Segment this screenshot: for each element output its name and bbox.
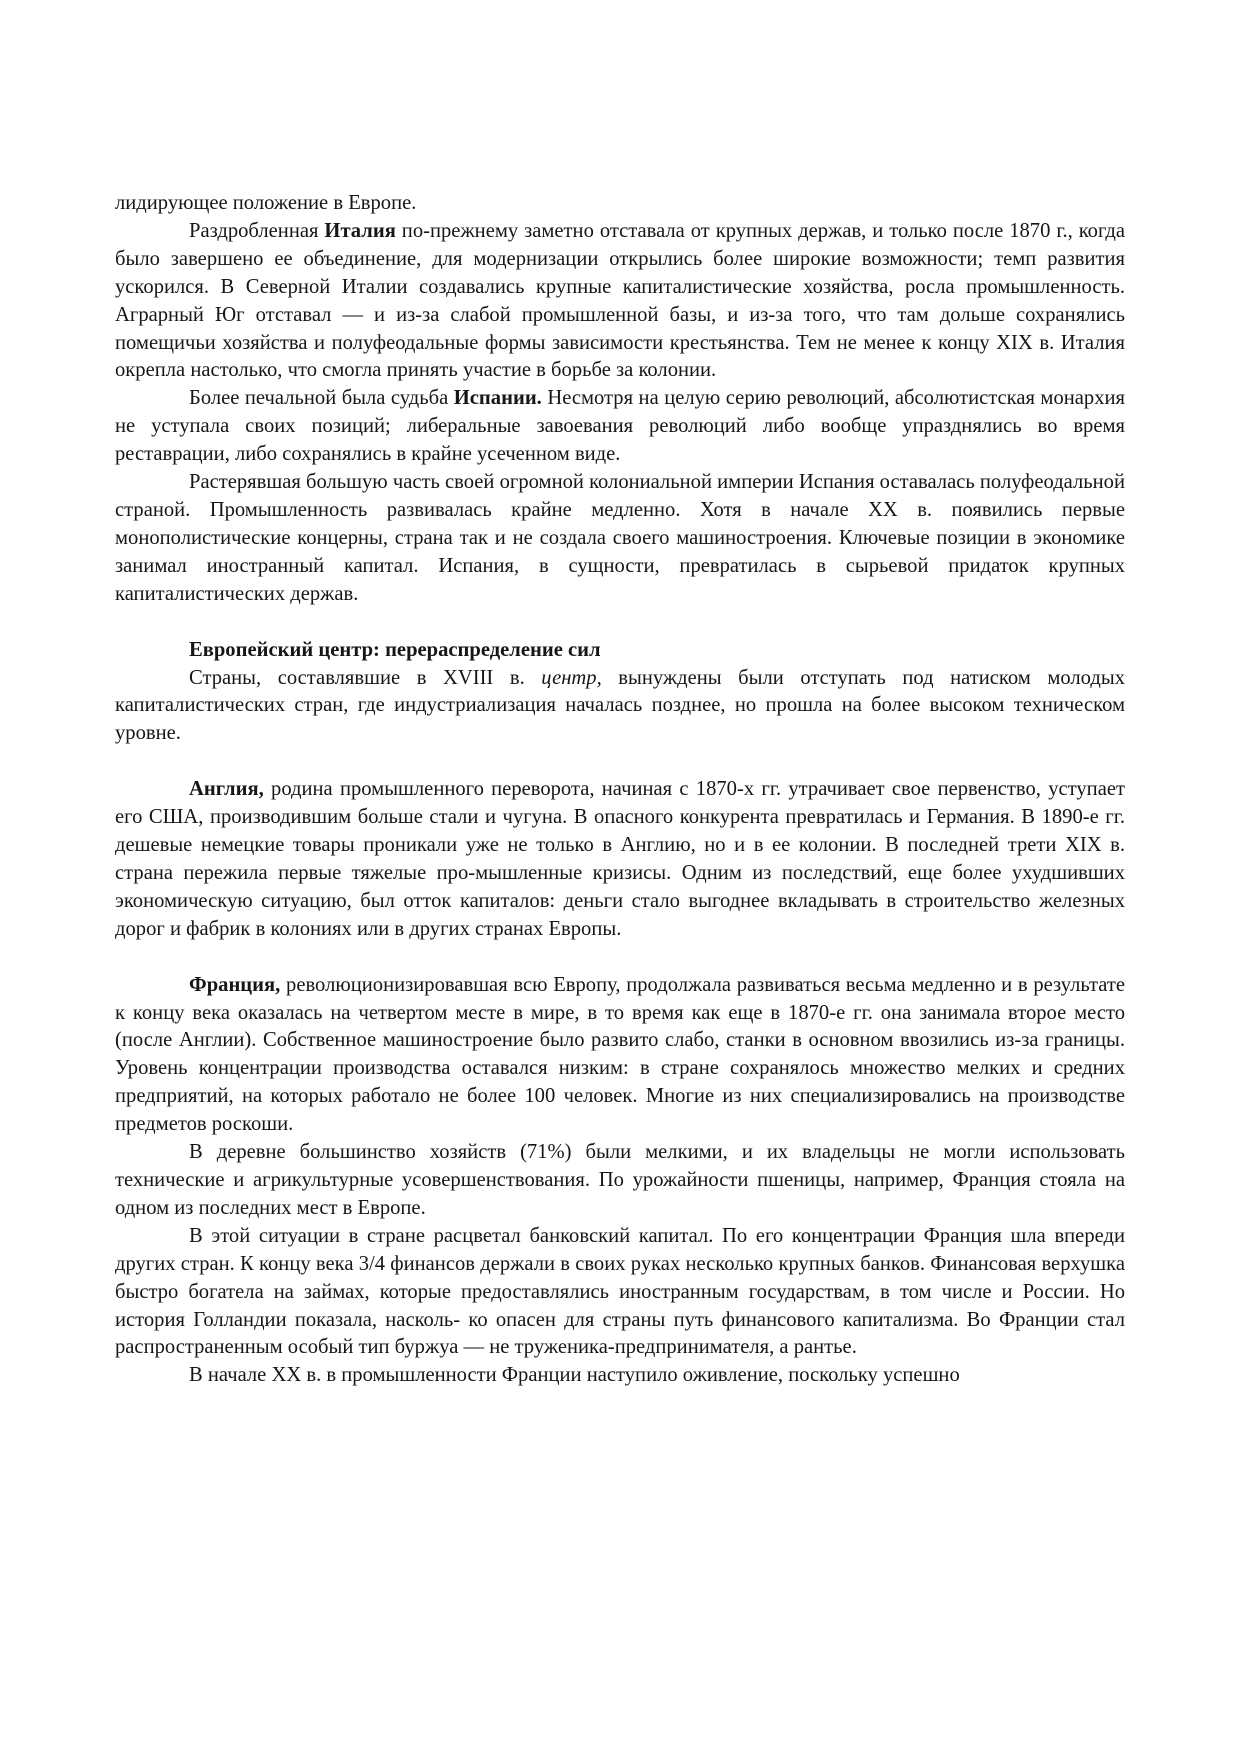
section-heading: Европейский центр: перераспределение сил <box>189 638 601 661</box>
paragraph-center-intro: Страны, составлявшие в XVIII в. центр, вынуждены были отступать под натиском молодых капиталистических стран, где индустриализация началась позднее, но прошла на более высоком техническом уровне. <box>115 666 1125 745</box>
document-page <box>115 190 1125 1390</box>
paragraph-france: Франция, революционизировавшая всю Европу, продолжала развиваться весьма медленно и в результате к концу века оказалась на четвертом месте в мире, в то время как еще в 1870-е гг. она занимала второе место (после Англии). Собственное машиностроение было развито слабо, станки в основном ввозились из-за границы. Уровень концентрации производства оставался низким: в стране сохранялось множество мелких и средних предприятий, на которых работало не более 100 человек. Многие из них специализировались на производстве предметов роскоши. <box>115 973 1125 1136</box>
paragraph-europe-lead: лидирующее положение в Европе. <box>115 192 417 214</box>
england-term: Англия, <box>189 778 264 801</box>
center-term: центр, <box>541 666 602 689</box>
italy-term: Италия <box>324 219 396 242</box>
france-term: Франция, <box>189 973 281 996</box>
paragraph-italy: Раздробленная Италия по-прежнему заметно отставала от крупных держав, и только после 1870 г., когда было завершено ее объединение, для модернизации открылись более широкие возможности; темп развития ускорился. В Северной Италии создавались крупные капиталистические хозяйства, росла промышленность. Аграрный Юг отставал — и из-за слабой промышленной базы, и из-за того, что там дольше сохранялись помещичьи хозяйства и полуфеодальные формы зависимости крестьянства. Тем не менее к концу XIX в. Италия окрепла настолько, что смогла принять участие в борьбе за колонии. <box>115 219 1125 382</box>
paragraph-england: Англия, родина промышленного переворота, начиная с 1870-х гг. утрачивает свое первенство, уступает его США, производившим больше стали и чугуна. В опасного конкурента превратилась и Германия. В 1890-е гг. дешевые немецкие товары проникали уже не только в Англию, но и в ее колонии. В последней трети XIX в. страна пережила первые тяжелые про-мышленные кризисы. Одним из последствий, еще более ухудшивших экономическую ситуацию, был отток капиталов: деньги стало выгоднее вкладывать в строительство железных дорог и фабрик в колониях или в других странах Европы. <box>115 778 1125 940</box>
paragraph-france-banks: В этой ситуации в стране расцветал банковский капитал. По его концентрации Франция шла впереди других стран. К концу века 3/4 финансов держали в своих руках несколько крупных банков. Финансовая верхушка быстро богатела на займах, которые предоставлялись иностранным государствам, в том числе и России. Но история Голландии показала, насколь- ко опасен для страны путь финансового капитализма. Во Франции стал распространенным особый тип буржуа — не труженика-предпринимателя, а рантье. <box>115 1224 1125 1359</box>
paragraph-france-revival: В начале XX в. в промышленности Франции наступило оживление, поскольку успешно <box>189 1364 960 1387</box>
spain-term: Испании. <box>453 387 542 410</box>
paragraph-spain-economy: Растерявшая большую часть своей огромной колониальной империи Испания оставалась полуфеодальной страной. Промышленность развивалась крайне медленно. Хотя в начале XX в. появились первые монополистические концерны, страна так и не создала своего машиностроения. Ключевые позиции в экономике занимал иностранный капитал. Испания, в сущности, превратилась в сырьевой придаток крупных капиталистических держав. <box>115 471 1125 605</box>
paragraph-france-village: В деревне большинство хозяйств (71%) были мелкими, и их владельцы не могли использовать технические и агрикультурные усовершенствования. По урожайности пшеницы, например, Франция стояла на одном из последних мест в Европе. <box>115 1141 1125 1219</box>
paragraph-spain: Более печальной была судьба Испании. Несмотря на целую серию революций, абсолютистская монархия не уступала своих позиций; либеральные завоевания революций либо вообще упразднялись во время реставрации, либо сохранялись в крайне усеченном виде. <box>115 387 1125 466</box>
